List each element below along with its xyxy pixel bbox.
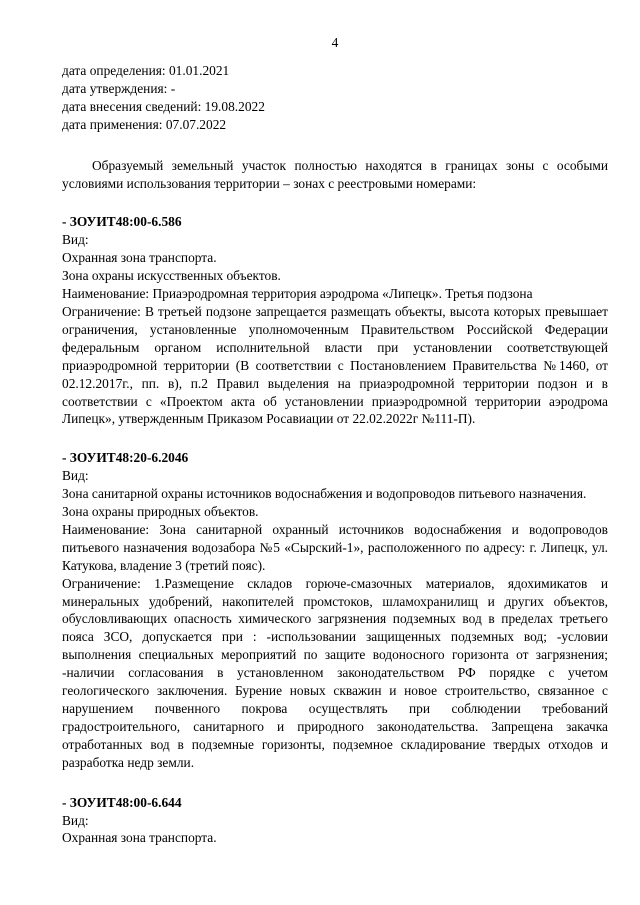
zone-code: - ЗОУИТ48:00-6.644 <box>62 794 182 810</box>
zone-section <box>62 794 608 848</box>
intro-paragraph: Образуемый земельный участок полностью находятся в границах зоны с особыми условиями использования территории – зонах с реестровыми номерами: <box>62 157 608 191</box>
zone-kind: Зона санитарной охраны источников водоснабжения и водопроводов питьевого назначения. <box>62 486 587 502</box>
document-page <box>62 34 608 847</box>
zone-name: Наименование: Приаэродромная территория аэродрома «Липецк». Третья подзона <box>62 286 533 302</box>
meta-entry-date: дата внесения сведений: 19.08.2022 <box>62 98 265 114</box>
zone-restriction: Ограничение: 1.Размещение складов горюче-смазочных материалов, ядохимикатов и минеральных удобрений, накопителей промстоков, шламохранилищ и других объектов, обусловливающих опасность химического загрязнения подземных вод в пределах третьего пояса ЗСО, допускается при : -использовании защищенных подземных вод; -условии выполнения специальных мероприятий по защите водоносного горизонта от загрязнения; -наличии согласования в установленном законодательством РФ порядке с учетом геологического заключения. Бурение новых скважин и новое строительство, связанное с нарушением почвенного покрова осуществлять при соблюдении требований градостроительного, санитарного и природного законодательства. Запрещена закачка отработанных вод в подземные горизонты, подземное складирование твердых отходов и разработка недр земли. <box>62 575 608 770</box>
zone-kind: Охранная зона транспорта. <box>62 830 217 846</box>
meta-application-date: дата применения: 07.07.2022 <box>62 116 227 132</box>
meta-definition-date: дата определения: 01.01.2021 <box>62 63 230 78</box>
zone-kind-label: Вид: <box>62 232 89 248</box>
zone-kind: Охранная зона транспорта. <box>62 250 217 266</box>
zone-code: - ЗОУИТ48:00-6.586 <box>62 214 182 230</box>
zone-kind: Зона охраны искусственных объектов. <box>62 268 281 284</box>
zone-kind-label: Вид: <box>62 468 89 484</box>
page-number: 4 <box>331 35 339 50</box>
zone-name: Наименование: Зона санитарной охранный источников водоснабжения и водопроводов питьевого назначения водозабора №5 «Сырский-1», расположенного по адресу: г. Липецк, ул. Катукова, владение 3 (третий пояс). <box>62 521 608 573</box>
meta-approval-date: дата утверждения: - <box>62 80 176 96</box>
zone-section <box>62 213 608 428</box>
zone-kind-label: Вид: <box>62 812 89 828</box>
meta-block <box>62 62 608 134</box>
zone-kind: Зона охраны природных объектов. <box>62 504 259 520</box>
zone-code: - ЗОУИТ48:20-6.2046 <box>62 450 189 466</box>
zone-restriction: Ограничение: В третьей подзоне запрещается размещать объекты, высота которых превышает ограничения, установленные уполномоченным Правительством Российской Федерации федеральным органом исполнительной власти при установлении соответствующей приаэродромной территории (В соответствии с Постановлением Правительства №1460, от 02.12.2017г., пп. в), п.2 Правил выделения на приаэродромной территории подзон и в соответствии с «Проектом акта об установлении приаэродромной территории аэродрома Липецк», утвержденным Приказом Росавиации от 22.02.2022г №111-П). <box>62 303 608 427</box>
zone-section <box>62 449 608 771</box>
